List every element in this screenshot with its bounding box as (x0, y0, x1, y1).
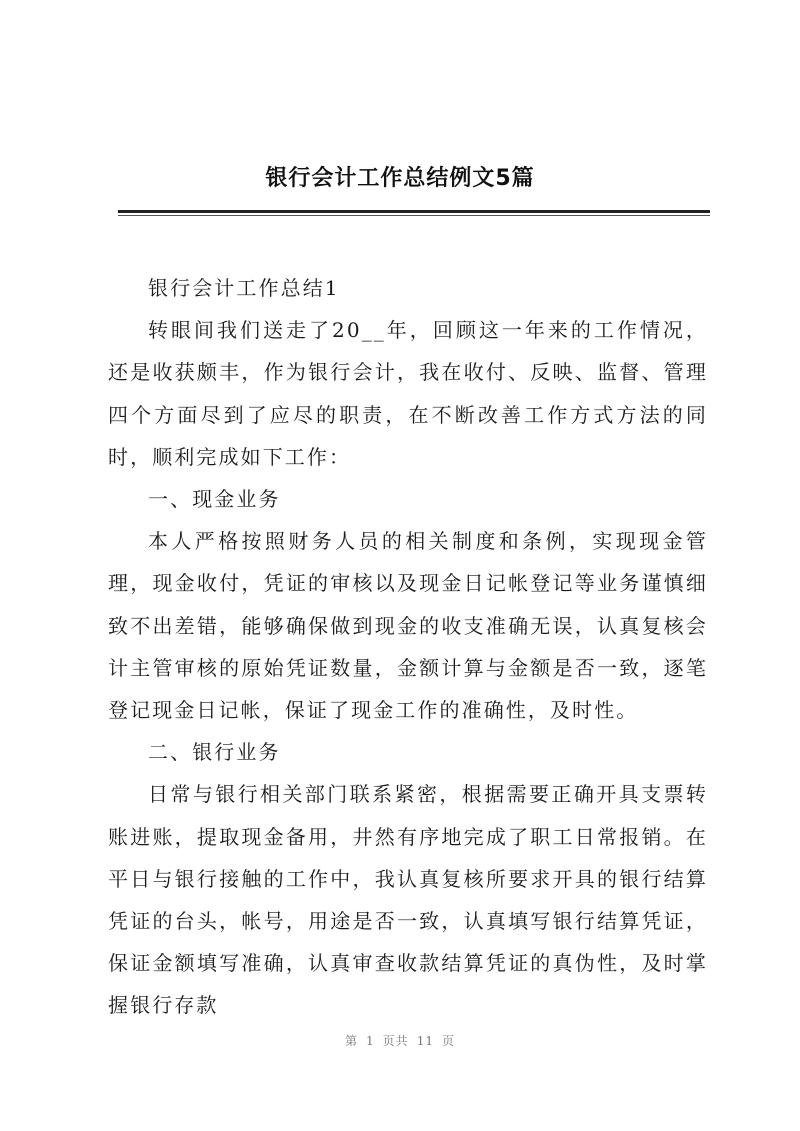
page-title: 银行会计工作总结例文5篇 (265, 166, 535, 191)
title-divider-thin (118, 215, 710, 216)
page-label-suffix: 页 (441, 1034, 455, 1048)
page-footer (0, 1032, 800, 1049)
page-label-mid: 页共 (382, 1034, 409, 1048)
body-paragraph: 本人严格按照财务人员的相关制度和条例，实现现金管理，现金收付，凭证的审核以及现金日记帐登记等业务谨慎细致不出差错，能够确保做到现金的收支准确无误，认真复核会计主管审核的原始凭证数量，金额计算与金额是否一致，逐笔登记现金日记帐，保证了现金工作的准确性，及时性。 (108, 529, 708, 723)
current-page-number: 1 (366, 1034, 375, 1048)
section-heading: 银行会计工作总结1 (148, 276, 340, 300)
page-label-prefix: 第 (345, 1034, 359, 1048)
body-paragraph: 日常与银行相关部门联系紧密，根据需要正确开具支票转账进账，提取现金备用，井然有序地完成了职工日常报销。在平日与银行接触的工作中，我认真复核所要求开具的银行结算凭证的台头，帐号，用途是否一致，认真填写银行结算凭证，保证金额填写准确，认真审查收款结算凭证的真伪性，及时掌握银行存款 (108, 782, 708, 1018)
document-body (108, 267, 708, 1027)
section-heading: 一、现金业务 (148, 487, 281, 512)
title-divider (118, 210, 710, 213)
section-heading: 二、银行业务 (148, 740, 281, 765)
total-pages-number: 11 (416, 1034, 434, 1048)
body-paragraph: 转眼间我们送走了20__年，回顾这一年来的工作情况，还是收获颇丰，作为银行会计，我在收付、反映、监督、管理四个方面尽到了应尽的职责，在不断改善工作方式方法的同时，顺利完成如下工作： (108, 318, 708, 469)
